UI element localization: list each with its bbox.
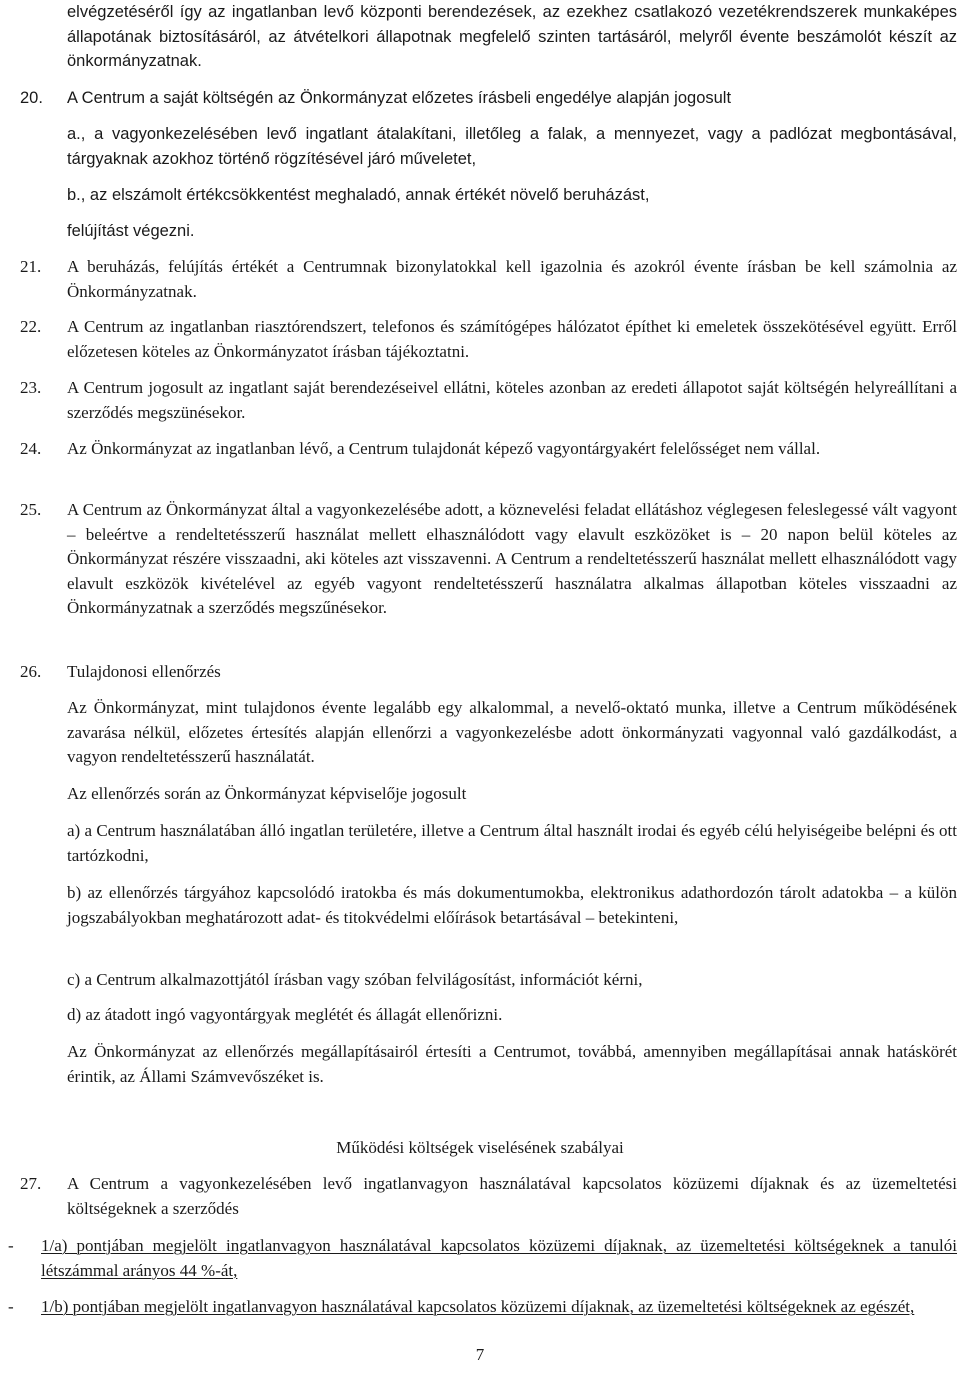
item-number: 23.: [20, 378, 42, 397]
item-25: [20, 498, 957, 621]
item-number: 26.: [20, 662, 42, 681]
item-text: A Centrum a vagyonkezelésében levő ingatlanvagyon használatával kapcsolatos közüzemi díjaknak és az üzemeltetési költségeknek a szerződés: [67, 1174, 957, 1218]
item-23: [20, 376, 957, 425]
item-20-a: a., a vagyonkezelésében levő ingatlant átalakítani, illetőleg a falak, a mennyezet, vagy a padlózat megbontásával, tárgyaknak azokhoz történő rögzítésével járó műveletet,: [67, 125, 957, 168]
item-number: 25.: [20, 500, 42, 519]
item-text: A Centrum az ingatlanban riasztórendszert, telefonos és számítógépes hálózatot építhet ki emeletek összekötésével együtt. Erről előzetesen köteles az Önkormányzatot írásban tájékoztatni.: [67, 317, 957, 361]
dash-text: 1/b) pontjában megjelölt ingatlanvagyon használatával kapcsolatos közüzemi díjaknak, az üzemeltetési költségeknek az egészét,: [41, 1297, 915, 1316]
item-20-c: felújítást végezni.: [67, 222, 195, 240]
item-27: [20, 1172, 957, 1221]
dash-text: 1/a) pontjában megjelölt ingatlanvagyon használatával kapcsolatos közüzemi díjaknak, az üzemeltetési költségeknek a tanulói létszámmal arányos 44 %-át,: [41, 1236, 957, 1280]
item-26: [20, 660, 957, 685]
item-text: A Centrum az Önkormányzat által a vagyonkezelésébe adott, a köznevelési feladat ellátáshoz véglegesen feleslegessé vált vagyont – beleértve a rendeltetésszerű használat mellett elhasználódott vagy elavult eszközöket is – 20 napon belül köteles az Önkormányzat részére visszaadni, aki köteles azt visszavenni. A Centrum a rendeltetésszerű használat mellett elhasználódott vagy elavult eszközök kivételével az egyéb vagyont rendeltetésszerű használatra alkalmas állapotban köteles visszaadni az Önkormányzatnak a szerződés megszűnésekor.: [67, 500, 957, 617]
dash-item: [8, 1234, 957, 1283]
dash-symbol: -: [8, 1236, 14, 1255]
item-number: 22.: [20, 317, 42, 336]
item-number: 24.: [20, 439, 42, 458]
item-number: 20.: [20, 89, 43, 107]
item-20: [20, 86, 957, 111]
item-26-point-b: b) az ellenőrzés tárgyához kapcsolódó iratokba és más dokumentumokba, elektronikus adathordozón tárolt adatokba – a külön jogszabályokban meghatározott adat- és titokvédelmi előírások betartásával – betekinteni,: [67, 883, 957, 927]
dash-symbol: -: [8, 1297, 14, 1316]
item-24: [20, 437, 957, 462]
item-text: A Centrum jogosult az ingatlant saját berendezéseivel ellátni, köteles azonban az eredeti állapotot saját költségén helyreállítani a szerződés megszünésekor.: [67, 378, 957, 422]
item-text: Az Önkormányzat az ingatlanban lévő, a Centrum tulajdonát képező vagyontárgyakért felelősséget nem vállal.: [67, 439, 821, 458]
top-continuation-paragraph: elvégzetéséről így az ingatlanban levő központi berendezések, az ezekhez csatlakozó vezetékrendszerek munkaképes állapotának biztosításáról, az átvételkori állapotnak megfelelő szinten tartásáról, melyről évente beszámolót készít az önkormányzatnak.: [67, 3, 957, 70]
item-26-point-c: c) a Centrum alkalmazottjától írásban vagy szóban felvilágosítást, információt kérni,: [67, 970, 643, 989]
item-text: A Centrum a saját költségén az Önkormányzat előzetes írásbeli engedélye alapján jogosult: [67, 89, 732, 107]
item-26-paragraph-3: Az Önkormányzat az ellenőrzés megállapításairól értesíti a Centrumot, továbbá, amennyiben megállapításai annak hatáskörét érintik, az Állami Számvevőszéket is.: [67, 1042, 957, 1086]
item-26-point-a: a) a Centrum használatában álló ingatlan területére, illetve a Centrum által használt irodai és egyéb célú helyiségeibe belépni és ott tartózkodni,: [67, 821, 957, 865]
item-heading: Tulajdonosi ellenőrzés: [67, 662, 221, 681]
item-21: [20, 255, 957, 304]
item-number: 27.: [20, 1174, 42, 1193]
item-26-paragraph-2: Az ellenőrzés során az Önkormányzat képviselője jogosult: [67, 784, 467, 803]
item-22: [20, 315, 957, 364]
page-number: 7: [475, 1345, 485, 1364]
item-20-b: b., az elszámolt értékcsökkentést meghaladó, annak értékét növelő beruházást,: [67, 186, 650, 204]
item-26-paragraph-1: Az Önkormányzat, mint tulajdonos évente legalább egy alkalommal, a nevelő-oktató munka, illetve a Centrum működésének zavarása nélkül, előzetes értesítés alapján ellenőrzi a vagyonkezelésbe adott önkormányzati vagyonnal való gazdálkodást, a vagyon rendeltetésszerű használatát.: [67, 698, 957, 766]
section-title: Működési költségek viselésének szabályai: [336, 1138, 624, 1157]
dash-item: [8, 1295, 957, 1320]
item-text: A beruházás, felújítás értékét a Centrumnak bizonylatokkal kell igazolnia és azokról évente írásban be kell számolnia az Önkormányzatnak.: [67, 257, 957, 301]
item-number: 21.: [20, 257, 42, 276]
item-26-point-d: d) az átadott ingó vagyontárgyak meglétét és állagát ellenőrizni.: [67, 1005, 503, 1024]
